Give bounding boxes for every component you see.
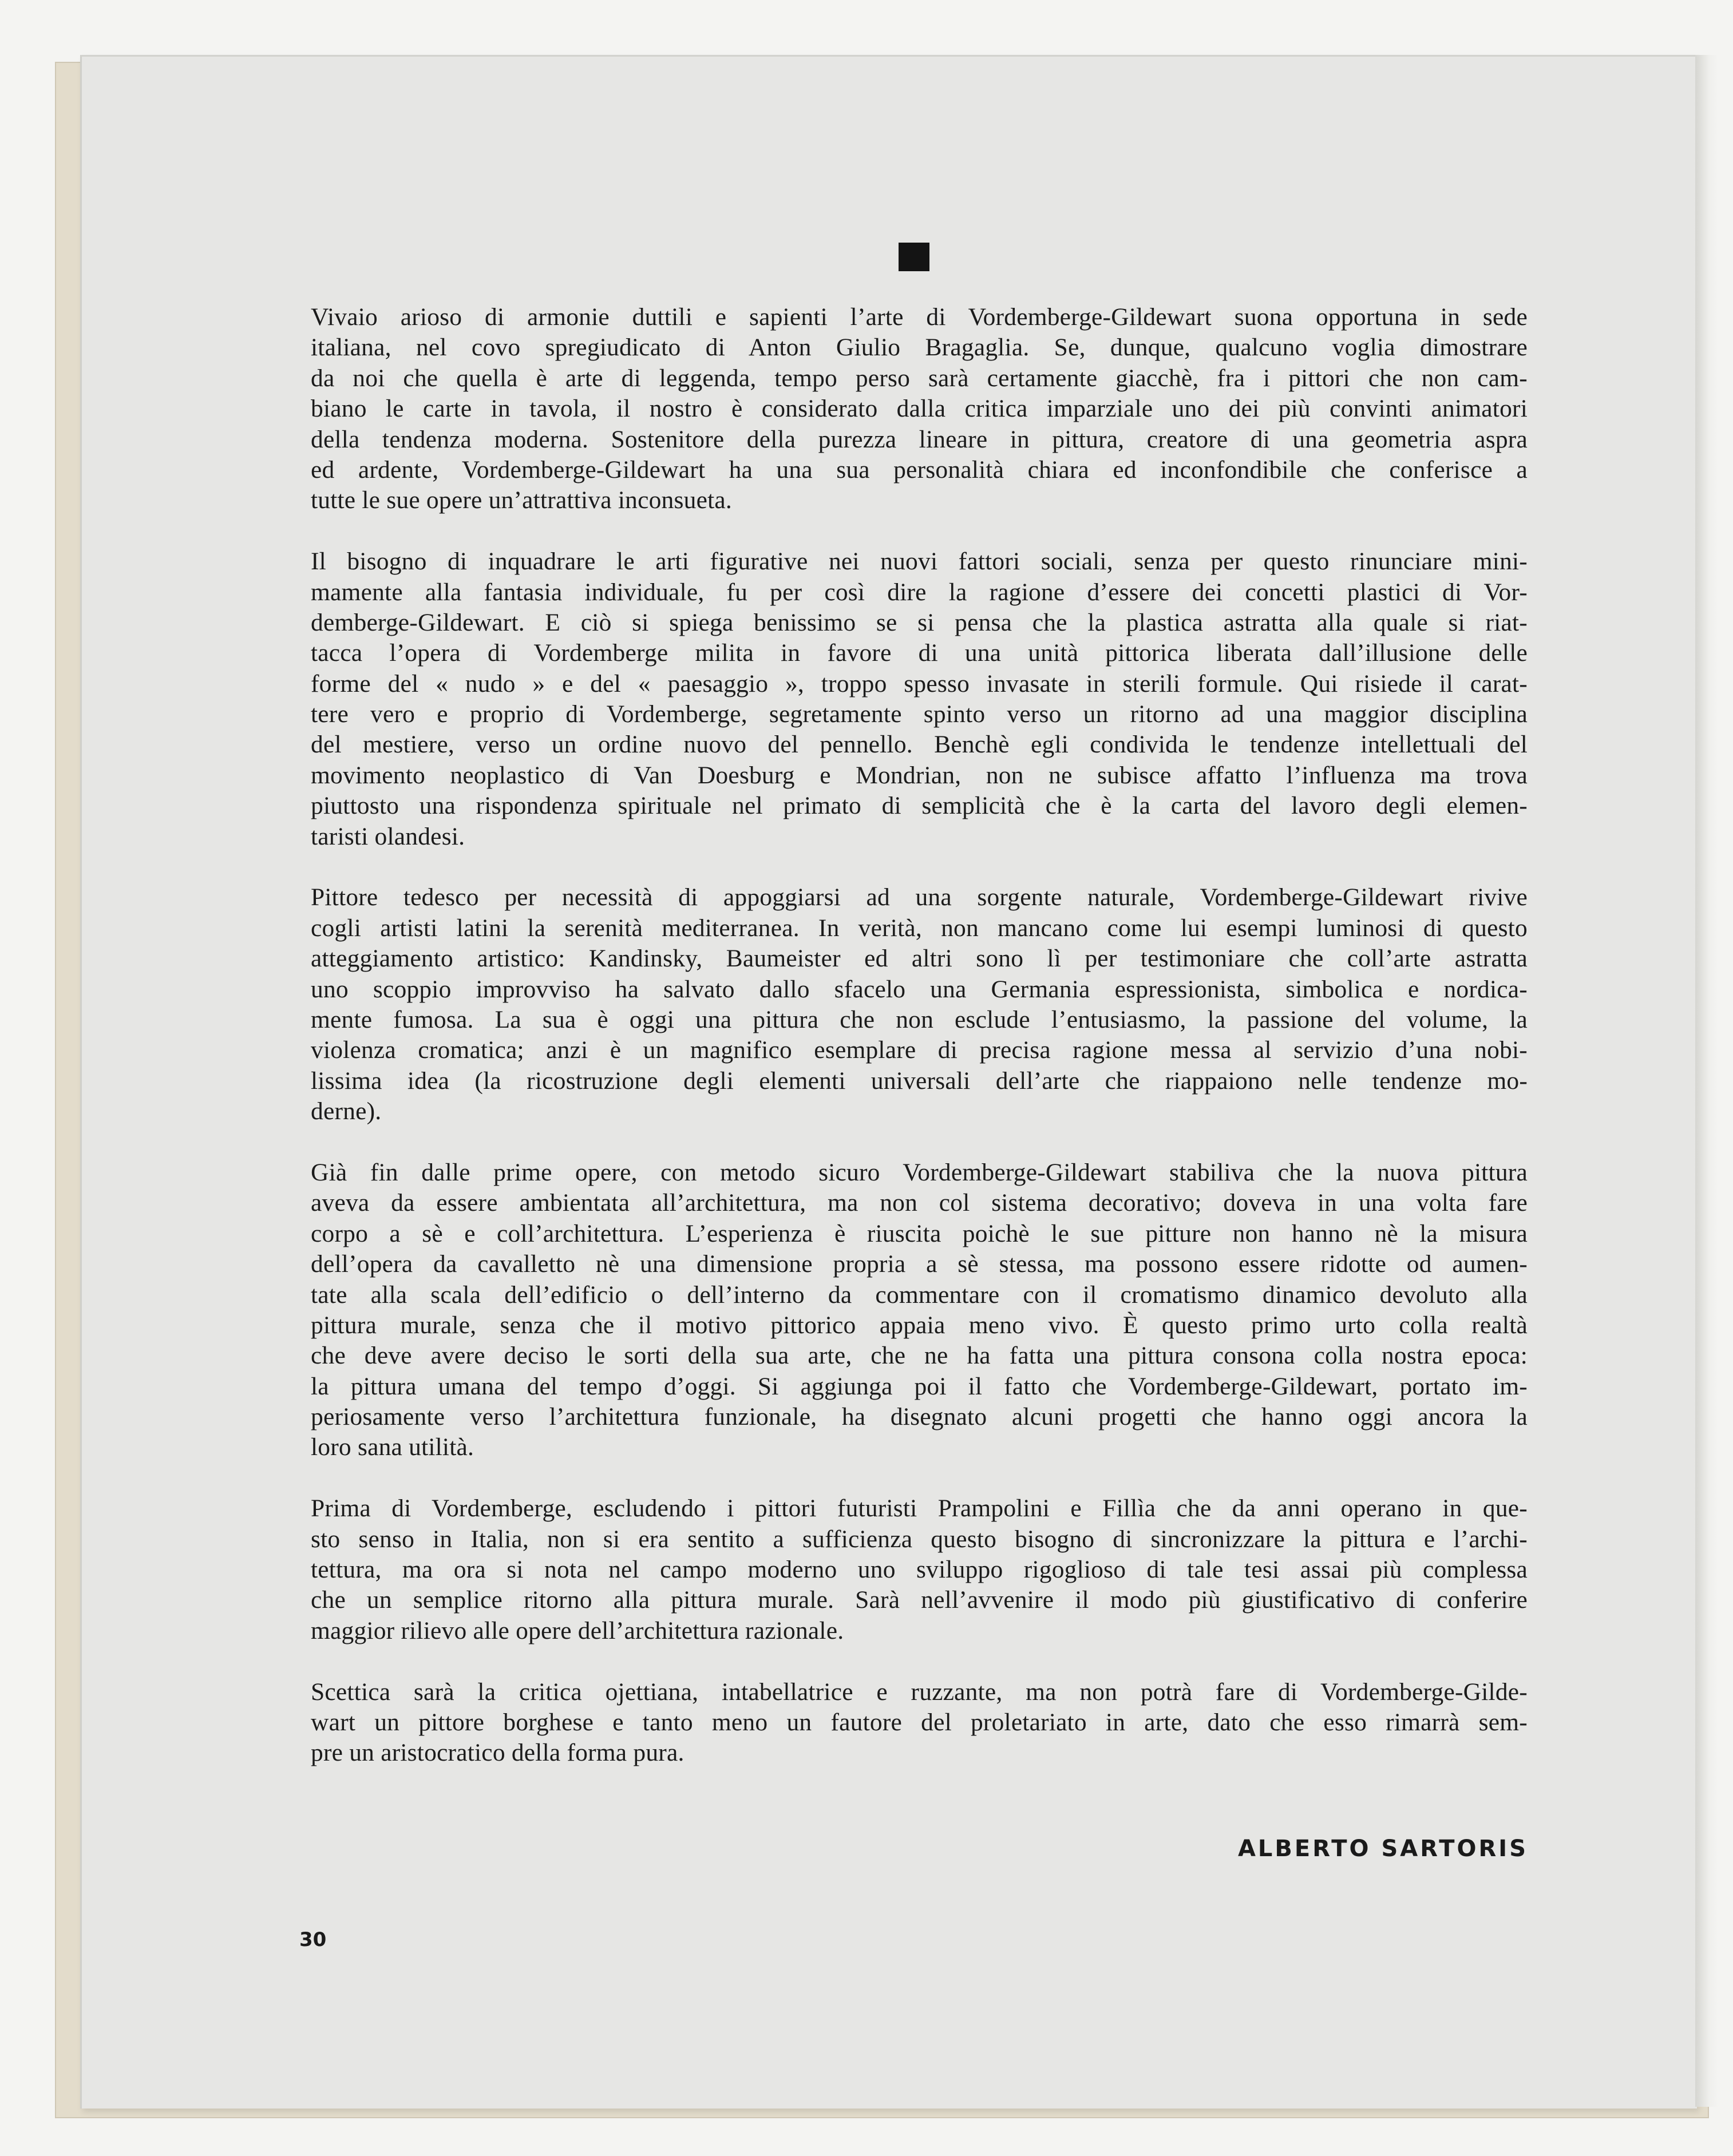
text-line: Vivaio arioso di armonie duttili e sapienti l’arte di Vordemberge-Gildewart suona opportuna in sede	[311, 303, 1528, 331]
text-line: uno scoppio improvviso ha salvato dallo sfacelo una Germania espressionista, simbolica e nordica-	[311, 975, 1528, 1003]
text-line: Scettica sarà la critica ojettiana, intabellatrice e ruzzante, ma non potrà fare di Vordemberge-Gilde-	[311, 1678, 1528, 1706]
text-line: tate alla scala dell’edificio o dell’interno da commentare con il cromatismo dinamico devoluto alla	[311, 1281, 1528, 1309]
page-right-edge	[1695, 55, 1718, 2107]
paragraph	[311, 546, 1528, 852]
text-line: violenza cromatica; anzi è un magnifico esemplare di precisa ragione messa al servizio d’una nobi-	[311, 1036, 1528, 1064]
text-line: sto senso in Italia, non si era sentito a sufficienza questo bisogno di sincronizzare la pittura e l’archi-	[311, 1525, 1528, 1553]
text-line: movimento neoplastico di Van Doesburg e Mondrian, non ne subisce affatto l’influenza ma trova	[311, 761, 1528, 789]
text-line: biano le carte in tavola, il nostro è considerato dalla critica imparziale uno dei più convinti animatori	[311, 395, 1528, 423]
text-line: atteggiamento artistico: Kandinsky, Baumeister ed altri sono lì per testimoniare che coll’arte astratta	[311, 945, 1528, 973]
paragraph	[311, 302, 1528, 516]
paragraph	[311, 882, 1528, 1127]
text-line: mamente alla fantasia individuale, fu per così dire la ragione d’essere dei concetti plastici di Vor-	[311, 578, 1528, 606]
text-line: wart un pittore borghese e tanto meno un fautore del proletariato in arte, dato che esso rimarrà sem-	[311, 1708, 1528, 1736]
text-line: taristi olandesi.	[311, 822, 465, 850]
text-line: lissima idea (la ricostruzione degli elementi universali dell’arte che riappaiono nelle tendenze mo-	[311, 1067, 1528, 1095]
text-line: loro sana utilità.	[311, 1433, 474, 1461]
text-line: forme del « nudo » e del « paesaggio », troppo spesso invasate in sterili formule. Qui risiede il carat-	[311, 669, 1528, 697]
text-line: del mestiere, verso un ordine nuovo del pennello. Benchè egli condivida le tendenze intellettuali del	[311, 731, 1528, 759]
text-line: Pittore tedesco per necessità di appoggiarsi ad una sorgente naturale, Vordemberge-Gildewart rivive	[311, 883, 1528, 911]
page-number: 30	[299, 1928, 327, 1951]
text-line: ed ardente, Vordemberge-Gildewart ha una sua personalità chiara ed inconfondibile che conferisce a	[311, 455, 1528, 483]
text-line: mente fumosa. La sua è oggi una pittura che non esclude l’entusiasmo, la passione del volume, la	[311, 1005, 1528, 1033]
text-line: la pittura umana del tempo d’oggi. Si aggiunga poi il fatto che Vordemberge-Gildewart, portato im-	[311, 1372, 1528, 1400]
text-line: italiana, nel covo spregiudicato di Anton Giulio Bragaglia. Se, dunque, qualcuno voglia dimostrare	[311, 334, 1528, 362]
paragraph	[311, 1158, 1528, 1463]
text-line: che un semplice ritorno alla pittura murale. Sarà nell’avvenire il modo più giustificativo di conferire	[311, 1586, 1528, 1614]
author-signature: ALBERTO SARTORIS	[1237, 1836, 1528, 1862]
text-line: che deve avere deciso le sorti della sua arte, che ne ha fatta una pittura consona colla nostra epoca:	[311, 1342, 1528, 1370]
text-line: demberge-Gildewart. E ciò si spiega benissimo se si pensa che la plastica astratta alla quale si riat-	[311, 608, 1528, 636]
text-line: aveva da essere ambientata all’architettura, ma non col sistema decorativo; doveva in una volta fare	[311, 1189, 1528, 1217]
text-line: piuttosto una rispondenza spirituale nel primato di semplicità che è la carta del lavoro degli elemen-	[311, 792, 1528, 820]
article-body	[311, 302, 1528, 1799]
text-line: Il bisogno di inquadrare le arti figurative nei nuovi fattori sociali, senza per questo rinunciare mini-	[311, 548, 1528, 576]
text-line: pittura murale, senza che il motivo pittorico appaia meno vivo. È questo primo urto colla realtà	[311, 1311, 1528, 1339]
text-line: della tendenza moderna. Sostenitore della purezza lineare in pittura, creatore di una geometria aspra	[311, 425, 1528, 453]
text-line: Prima di Vordemberge, escludendo i pittori futuristi Prampolini e Fillìa che da anni operano in que-	[311, 1495, 1528, 1523]
text-line: maggior rilievo alle opere dell’architettura razionale.	[311, 1616, 844, 1644]
text-line: tere vero e proprio di Vordemberge, segretamente spinto verso un ritorno ad una maggior disciplina	[311, 700, 1528, 728]
text-line: tutte le sue opere un’attrattiva inconsueta.	[311, 486, 732, 514]
text-line: corpo a sè e coll’architettura. L’esperienza è riuscita poichè le sue pitture non hanno nè la misura	[311, 1219, 1528, 1247]
text-line: cogli artisti latini la serenità mediterranea. In verità, non mancano come lui esempi luminosi di questo	[311, 914, 1528, 942]
text-line: dell’opera da cavalletto nè una dimensione propria a sè stessa, ma possono essere ridotte od aumen-	[311, 1250, 1528, 1278]
text-line: pre un aristocratico della forma pura.	[311, 1739, 685, 1767]
text-line: tettura, ma ora si nota nel campo moderno uno sviluppo rigoglioso di tale tesi assai più complessa	[311, 1556, 1528, 1584]
text-line: derne).	[311, 1097, 382, 1125]
text-line: da noi che quella è arte di leggenda, tempo perso sarà certamente giacchè, fra i pittori che non cam-	[311, 364, 1528, 392]
paragraph	[311, 1493, 1528, 1646]
paragraph	[311, 1677, 1528, 1769]
text-line: tacca l’opera di Vordemberge milita in favore di una unità pittorica liberata dall’illusione delle	[311, 639, 1528, 667]
square-ornament-icon	[899, 243, 929, 271]
text-line: Già fin dalle prime opere, con metodo sicuro Vordemberge-Gildewart stabiliva che la nuova pittura	[311, 1158, 1528, 1186]
text-line: periosamente verso l’architettura funzionale, ha disegnato alcuni progetti che hanno oggi ancora la	[311, 1403, 1528, 1431]
